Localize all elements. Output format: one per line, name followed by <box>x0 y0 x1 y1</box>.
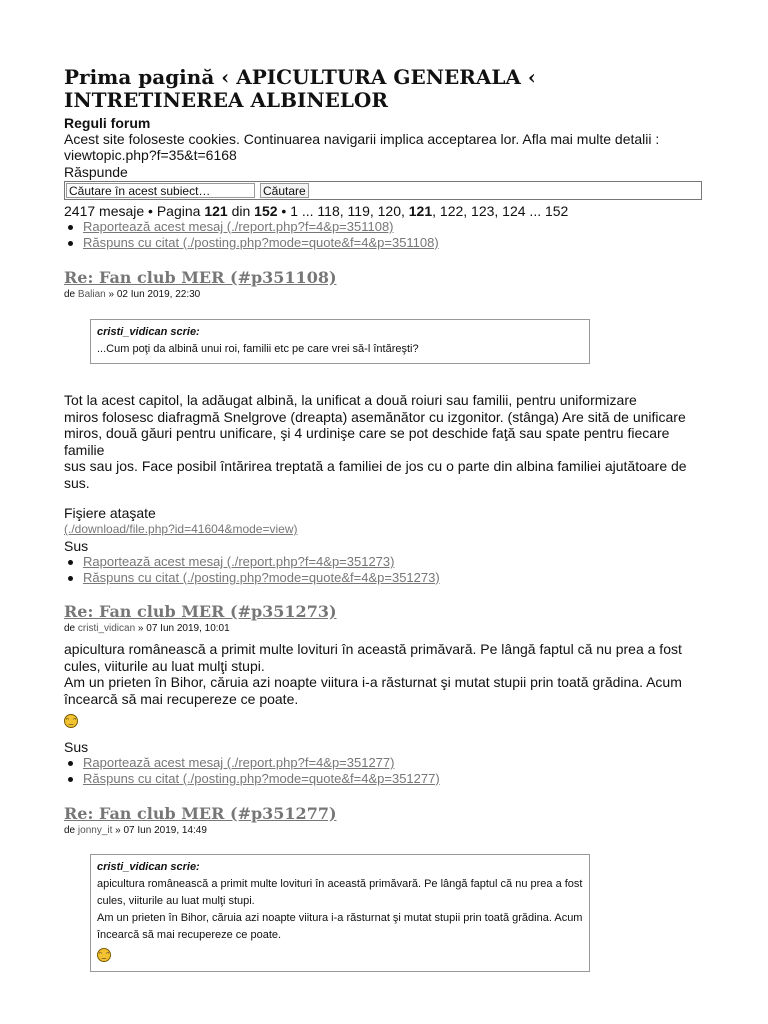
post-title-link[interactable]: Re: Fan club MER (#p351108) <box>64 268 337 287</box>
quote-text: Am un prieten în Bihor, căruia azi noapte viitura i-a răsturnat şi mutat stupii prin toată grădina. Acum încearcă să mai recupereze ce poate. <box>97 912 583 941</box>
back-to-top-link[interactable]: Sus <box>64 538 89 554</box>
post-paragraph: apicultura românească a primit multe lovituri în această primăvară. Pe lângă faptul că nu prea a fost cules, viiturile au luat mulţi stupi. <box>64 641 682 674</box>
post-paragraph: miros folosesc diafragmă Snelgrove (dreapta) asemănător cu izgonitor. (stânga) Are sită de unificare miros, două găuri pentru unificare, şi 4 urdinişe care se pot deschide faţă sau spate pentru fiecare familie <box>64 408 686 458</box>
author-link[interactable]: cristi_vidican <box>77 623 136 634</box>
search-button[interactable]: Căutare <box>260 183 309 198</box>
list-item <box>64 554 704 570</box>
post-byline <box>64 289 200 301</box>
page-links[interactable]: , 122, 123, 124 ... 152 <box>432 203 569 219</box>
breadcrumb-separator: ‹ <box>214 65 237 89</box>
rules-link[interactable]: Reguli forum <box>64 115 151 131</box>
list-item <box>64 755 704 771</box>
breadcrumb-forum[interactable]: APICULTURA GENERALA <box>236 65 521 89</box>
post-title <box>64 805 337 823</box>
author-link[interactable]: Balian <box>77 289 106 300</box>
quote-author: cristi_vidican scrie: <box>97 861 200 873</box>
post-actions <box>64 219 704 251</box>
post-actions <box>64 755 704 787</box>
quote-link[interactable]: Răspuns cu citat (./posting.php?mode=quote&f=4&p=351273) <box>83 570 440 585</box>
breadcrumb-subforum[interactable]: INTRETINEREA ALBINELOR <box>64 88 388 112</box>
list-item <box>64 219 704 235</box>
sad-smiley-icon: ᵔ_ᵔ <box>97 948 111 962</box>
quote-text: apicultura românească a primit multe lovituri în această primăvară. Pe lângă faptul că nu prea a fost cules, viiturile au luat mulţi stupi. <box>97 878 583 907</box>
post-title <box>64 269 337 287</box>
cookie-notice: Acest site foloseste cookies. Continuarea navigarii implica acceptarea lor. Afla mai multe detalii : viewtopic.php?f=35&t=6168 <box>64 131 660 163</box>
post-paragraph: Am un prieten în Bihor, căruia azi noapte viitura i-a răsturnat şi mutat stupii prin toată grădina. Acum încearcă să mai recupereze ce poate. <box>64 674 682 707</box>
post-body <box>64 392 704 491</box>
byline-prefix: de <box>64 289 78 300</box>
post-date: » 07 Iun 2019, 14:49 <box>112 825 207 836</box>
post-actions <box>64 554 704 586</box>
search-input[interactable] <box>66 183 255 198</box>
report-link[interactable]: Raportează acest mesaj (./report.php?f=4&p=351108) <box>83 219 394 234</box>
post-body <box>64 641 704 728</box>
author-link[interactable]: jonny_it <box>77 825 113 836</box>
list-item <box>64 570 704 586</box>
quote-link[interactable]: Răspuns cu citat (./posting.php?mode=quote&f=4&p=351277) <box>83 771 440 786</box>
pagination <box>64 203 704 219</box>
quote-author: cristi_vidican scrie: <box>97 326 200 338</box>
post-byline <box>64 623 230 635</box>
reply-button[interactable]: Răspunde <box>64 164 128 180</box>
post-title-link[interactable]: Re: Fan club MER (#p351277) <box>64 804 337 823</box>
post-paragraph: sus sau jos. Face posibil întărirea treptată a familiei de jos cu o parte din albina familiei ajutătoare de sus. <box>64 458 687 491</box>
post-title <box>64 603 337 621</box>
breadcrumb-separator: ‹ <box>520 65 536 89</box>
quote-text: ...Cum poţi da albină unui roi, familii etc pe care vrei să-l întăreşti? <box>97 343 419 355</box>
attachment-link[interactable]: (./download/file.php?id=41604&mode=view) <box>64 522 298 536</box>
sad-smiley-icon: ᵔ_ᵔ <box>64 714 78 728</box>
post-count: 2417 mesaje • Pagina <box>64 203 205 219</box>
total-pages: 152 <box>254 203 278 219</box>
current-page-link: 121 <box>408 203 433 219</box>
byline-prefix: de <box>64 825 78 836</box>
quote-link[interactable]: Răspuns cu citat (./posting.php?mode=quote&f=4&p=351108) <box>83 235 439 250</box>
quote-box <box>90 854 590 972</box>
page-links[interactable]: • 1 ... 118, 119, 120, <box>277 203 409 219</box>
post-title-link[interactable]: Re: Fan club MER (#p351273) <box>64 602 337 621</box>
quote-box <box>90 319 590 364</box>
post-date: » 02 Iun 2019, 22:30 <box>105 289 201 300</box>
attachment <box>64 522 298 536</box>
report-link[interactable]: Raportează acest mesaj (./report.php?f=4&p=351273) <box>83 554 395 569</box>
post-paragraph: Tot la acest capitol, la adăugat albină, la unificat a două roiuri sau familii, pentru uniformizare <box>64 392 637 408</box>
breadcrumb-home[interactable]: Prima pagină <box>64 65 215 89</box>
current-page: 121 <box>204 203 228 219</box>
attachments-label: Fişiere ataşate <box>64 505 156 521</box>
search-form <box>64 181 702 200</box>
back-to-top-link[interactable]: Sus <box>64 739 89 755</box>
byline-prefix: de <box>64 623 78 634</box>
pagination-of: din <box>227 203 255 219</box>
list-item <box>64 235 704 251</box>
breadcrumb <box>64 66 704 112</box>
report-link[interactable]: Raportează acest mesaj (./report.php?f=4&p=351277) <box>83 755 395 770</box>
post-byline <box>64 825 207 837</box>
post-date: » 07 Iun 2019, 10:01 <box>135 623 230 634</box>
list-item <box>64 771 704 787</box>
